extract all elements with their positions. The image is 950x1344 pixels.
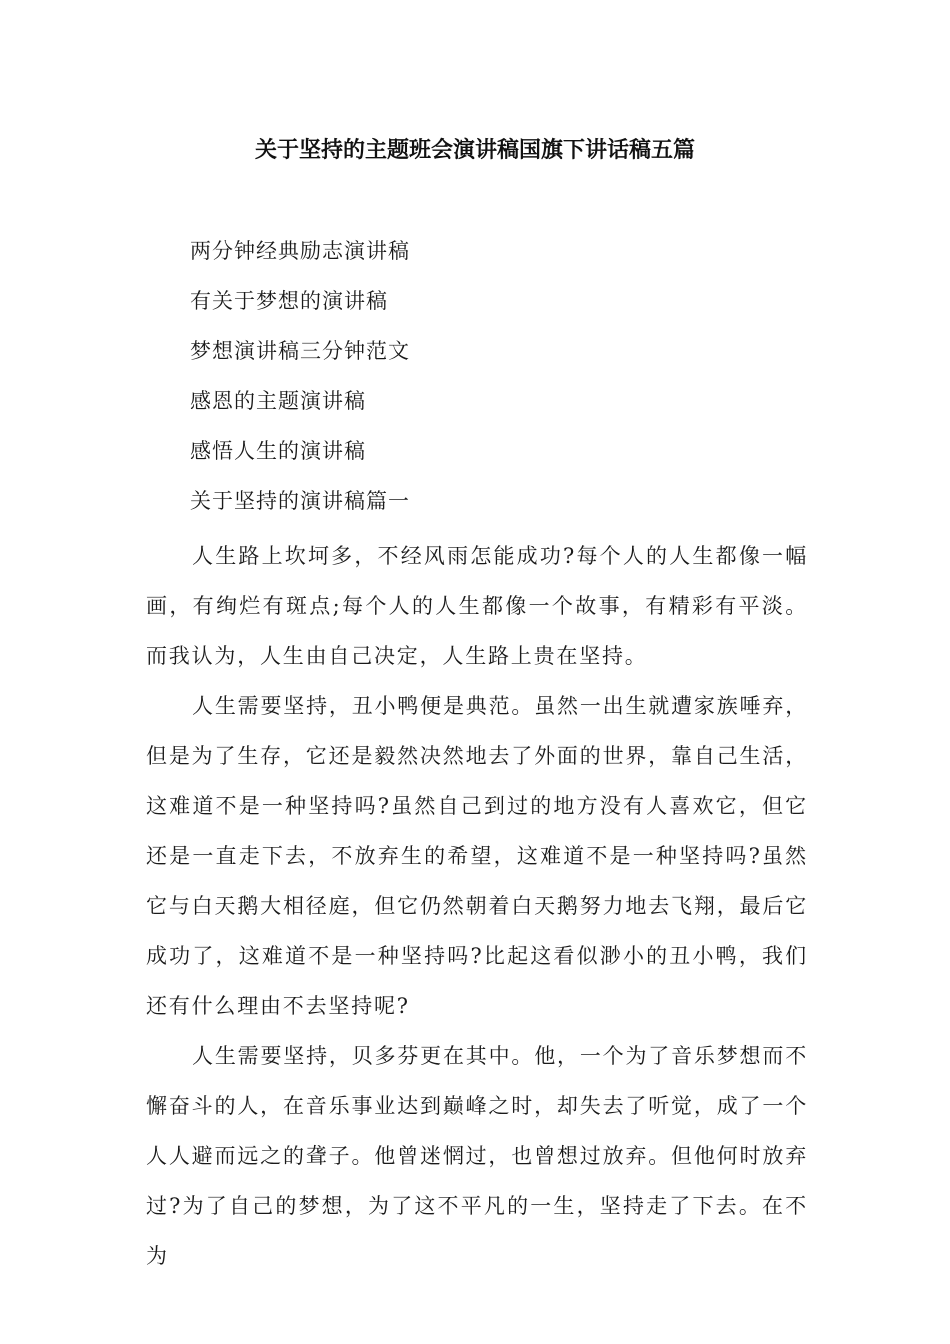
document-body	[146, 531, 808, 1281]
body-paragraph: 人生需要坚持，丑小鸭便是典范。虽然一出生就遭家族唾弃，但是为了生存，它还是毅然决然地去了外面的世界，靠自己生活，这难道不是一种坚持吗?虽然自己到过的地方没有人喜欢它，但它还是一直走下去，不放弃生的希望，这难道不是一种坚持吗?虽然它与白天鹅大相径庭，但它仍然朝着白天鹅努力地去飞翔，最后它成功了，这难道不是一种坚持吗?比起这看似渺小的丑小鸭，我们还有什么理由不去坚持呢?	[146, 694, 808, 1018]
toc-item: 感恩的主题演讲稿	[190, 389, 366, 413]
toc-item: 两分钟经典励志演讲稿	[190, 239, 410, 263]
body-paragraph: 人生需要坚持，贝多芬更在其中。他，一个为了音乐梦想而不懈奋斗的人，在音乐事业达到巅峰之时，却失去了听觉，成了一个人人避而远之的聋子。他曾迷惘过，也曾想过放弃。但他何时放弃过?为了自己的梦想，为了这不平凡的一生，坚持走了下去。在不为	[146, 1044, 808, 1268]
toc-item: 有关于梦想的演讲稿	[190, 289, 388, 313]
body-paragraph: 人生路上坎坷多，不经风雨怎能成功?每个人的人生都像一幅画，有绚烂有斑点;每个人的人生都像一个故事，有精彩有平淡。而我认为，人生由自己决定，人生路上贵在坚持。	[146, 544, 808, 668]
toc-item: 感悟人生的演讲稿	[190, 439, 366, 463]
toc-list	[190, 234, 410, 534]
document-title: 关于坚持的主题班会演讲稿国旗下讲话稿五篇	[254, 138, 695, 163]
toc-item: 关于坚持的演讲稿篇一	[190, 489, 410, 513]
toc-item: 梦想演讲稿三分钟范文	[190, 339, 410, 363]
